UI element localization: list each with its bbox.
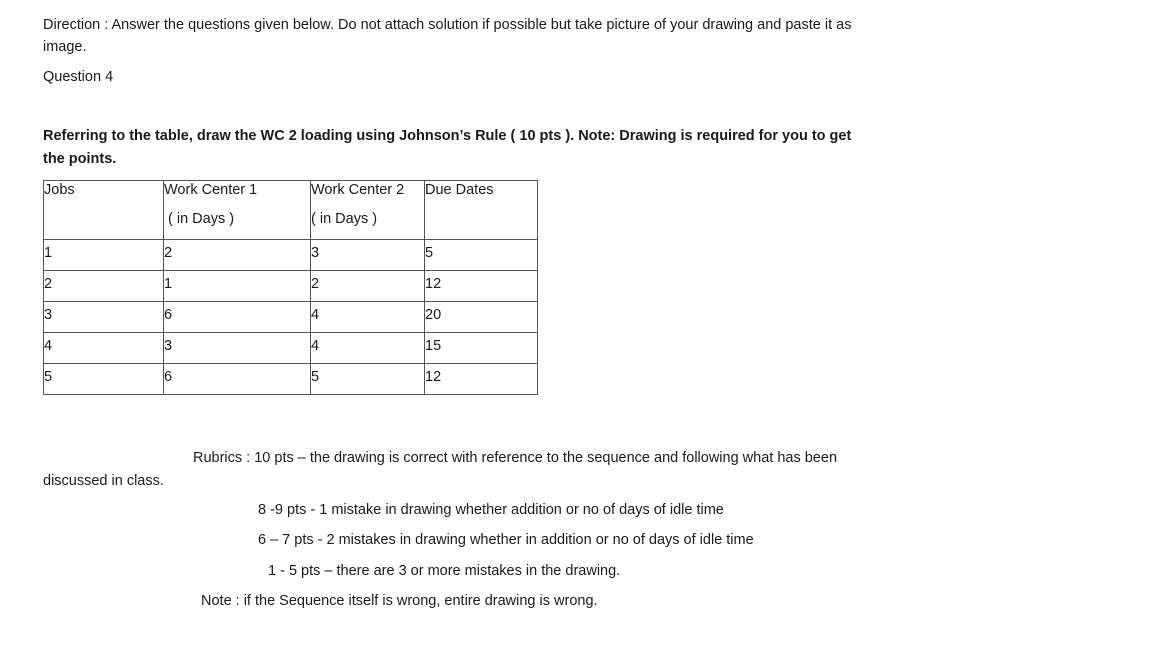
rubric-full-points: Rubrics : 10 pts – the drawing is correct with reference to the sequence and following what has been	[193, 450, 838, 466]
table-row	[44, 240, 538, 271]
header-wc1-unit: ( in Days )	[168, 211, 235, 227]
header-wc1-label: Work Center 1	[164, 182, 258, 198]
table-row	[44, 271, 538, 302]
cell-wc1: 3	[164, 333, 311, 364]
cell-wc1: 6	[164, 364, 311, 395]
cell-job: 1	[44, 240, 164, 271]
direction-text-line2: image.	[43, 39, 87, 55]
cell-wc2: 3	[311, 240, 425, 271]
header-due-dates	[425, 181, 538, 240]
rubric-1-5-points: 1 - 5 pts – there are 3 or more mistakes in the drawing.	[268, 563, 621, 579]
rubric-6-7-points: 6 – 7 pts - 2 mistakes in drawing whether in addition or no of days of idle time	[258, 532, 754, 548]
task-instruction-line2: the points.	[43, 151, 117, 167]
cell-wc2: 4	[311, 302, 425, 333]
cell-wc1: 6	[164, 302, 311, 333]
cell-wc2: 2	[311, 271, 425, 302]
jobs-table	[43, 180, 538, 395]
table-row	[44, 333, 538, 364]
cell-due-date: 5	[425, 240, 538, 271]
table-row	[44, 364, 538, 395]
header-jobs	[44, 181, 164, 240]
cell-due-date: 15	[425, 333, 538, 364]
cell-due-date: 12	[425, 271, 538, 302]
cell-wc2: 4	[311, 333, 425, 364]
cell-job: 5	[44, 364, 164, 395]
question-title: Question 4	[43, 69, 114, 85]
direction-text-line1: Direction : Answer the questions given below. Do not attach solution if possible but take picture of your drawing and paste it as	[43, 17, 852, 33]
header-jobs-label: Jobs	[44, 182, 75, 198]
cell-job: 2	[44, 271, 164, 302]
table-row	[44, 302, 538, 333]
cell-wc1: 1	[164, 271, 311, 302]
cell-wc1: 2	[164, 240, 311, 271]
rubric-8-9-points: 8 -9 pts - 1 mistake in drawing whether addition or no of days of idle time	[258, 502, 724, 518]
cell-wc2: 5	[311, 364, 425, 395]
rubric-full-points-continued: discussed in class.	[43, 473, 164, 489]
cell-job: 3	[44, 302, 164, 333]
table-header-row	[44, 181, 538, 240]
sequence-note: Note : if the Sequence itself is wrong, entire drawing is wrong.	[201, 593, 598, 609]
cell-due-date: 12	[425, 364, 538, 395]
header-work-center-1	[164, 181, 311, 240]
cell-job: 4	[44, 333, 164, 364]
task-instruction-line1: Referring to the table, draw the WC 2 loading using Johnson’s Rule ( 10 pts ). Note: Drawing is required for you to get	[43, 128, 852, 144]
header-work-center-2	[311, 181, 425, 240]
header-wc2-unit: ( in Days )	[311, 211, 378, 227]
header-due-dates-label: Due Dates	[425, 182, 494, 198]
cell-due-date: 20	[425, 302, 538, 333]
header-wc2-label: Work Center 2	[311, 182, 405, 198]
